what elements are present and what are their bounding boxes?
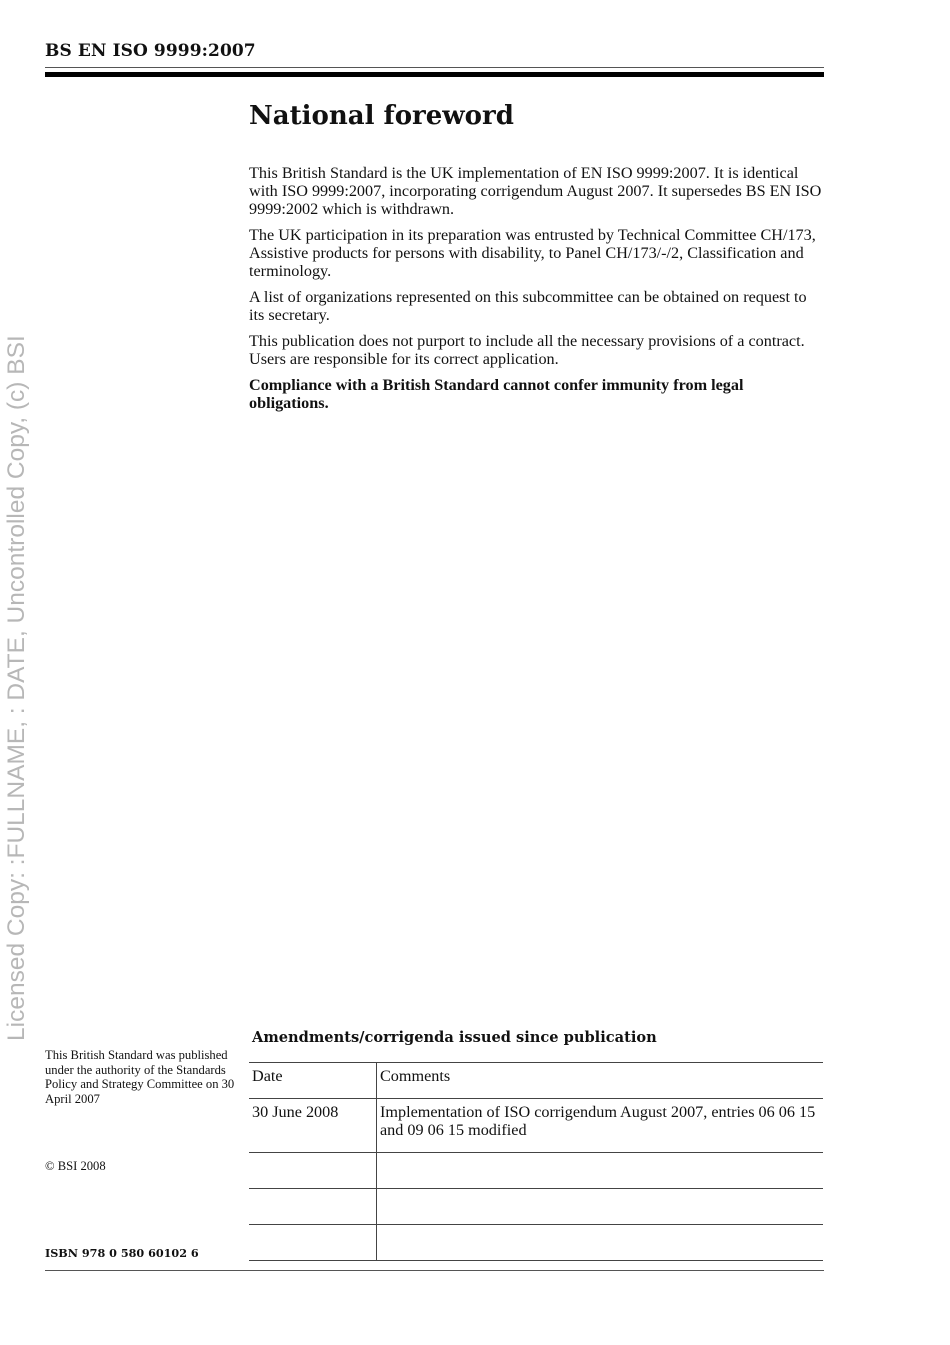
footer-rule [45, 1270, 824, 1271]
paragraph-provisions: This publication does not purport to include all the necessary provisions of a contract. Users are responsible for its correct application. [249, 332, 805, 368]
table-header-row [249, 1063, 823, 1099]
copyright-notice: © BSI 2008 [45, 1159, 106, 1173]
table-row [249, 1099, 823, 1153]
amendment-date [249, 1225, 377, 1261]
amendment-comments [377, 1189, 824, 1225]
amendment-comments [377, 1153, 824, 1189]
amendment-comments [377, 1225, 824, 1261]
table-row [249, 1153, 823, 1189]
amendment-date: 30 June 2008 [249, 1099, 377, 1153]
amendments-heading: Amendments/corrigenda issued since publication [252, 1029, 657, 1046]
publication-note: This British Standard was published under the authority of the Standards Policy and Strategy Committee on 30 April 2007 [45, 1048, 235, 1106]
column-header-date: Date [249, 1063, 377, 1099]
amendment-comments: Implementation of ISO corrigendum August 2007, entries 06 06 15 and 09 06 15 modified [377, 1099, 824, 1153]
standard-code: BS EN ISO 9999:2007 [45, 41, 256, 61]
page-title: National foreword [249, 101, 514, 131]
paragraph-implementation: This British Standard is the UK implementation of EN ISO 9999:2007. It is identical with ISO 9999:2007, incorporating corrigendum August 2007. It supersedes BS EN ISO 9999:2002 which is withdrawn. [249, 164, 822, 218]
table-row [249, 1189, 823, 1225]
amendment-date [249, 1153, 377, 1189]
amendment-date [249, 1189, 377, 1225]
paragraph-organizations: A list of organizations represented on this subcommittee can be obtained on request to its secretary. [249, 288, 807, 324]
table-row [249, 1225, 823, 1261]
header-thin-rule [45, 67, 824, 68]
compliance-statement: Compliance with a British Standard cannot confer immunity from legal obligations. [249, 376, 744, 412]
isbn: ISBN 978 0 580 60102 6 [45, 1246, 199, 1260]
column-header-comments: Comments [377, 1063, 824, 1099]
header-thick-rule [45, 72, 824, 77]
foreword-body [249, 164, 824, 420]
amendments-table [249, 1062, 823, 1261]
license-watermark: Licensed Copy: :FULLNAME, : DATE, Uncontrolled Copy, (c) BSI [3, 335, 30, 1041]
paragraph-participation: The UK participation in its preparation was entrusted by Technical Committee CH/173, Assistive products for persons with disability, to Panel CH/173/-/2, Classification and terminology. [249, 226, 816, 280]
